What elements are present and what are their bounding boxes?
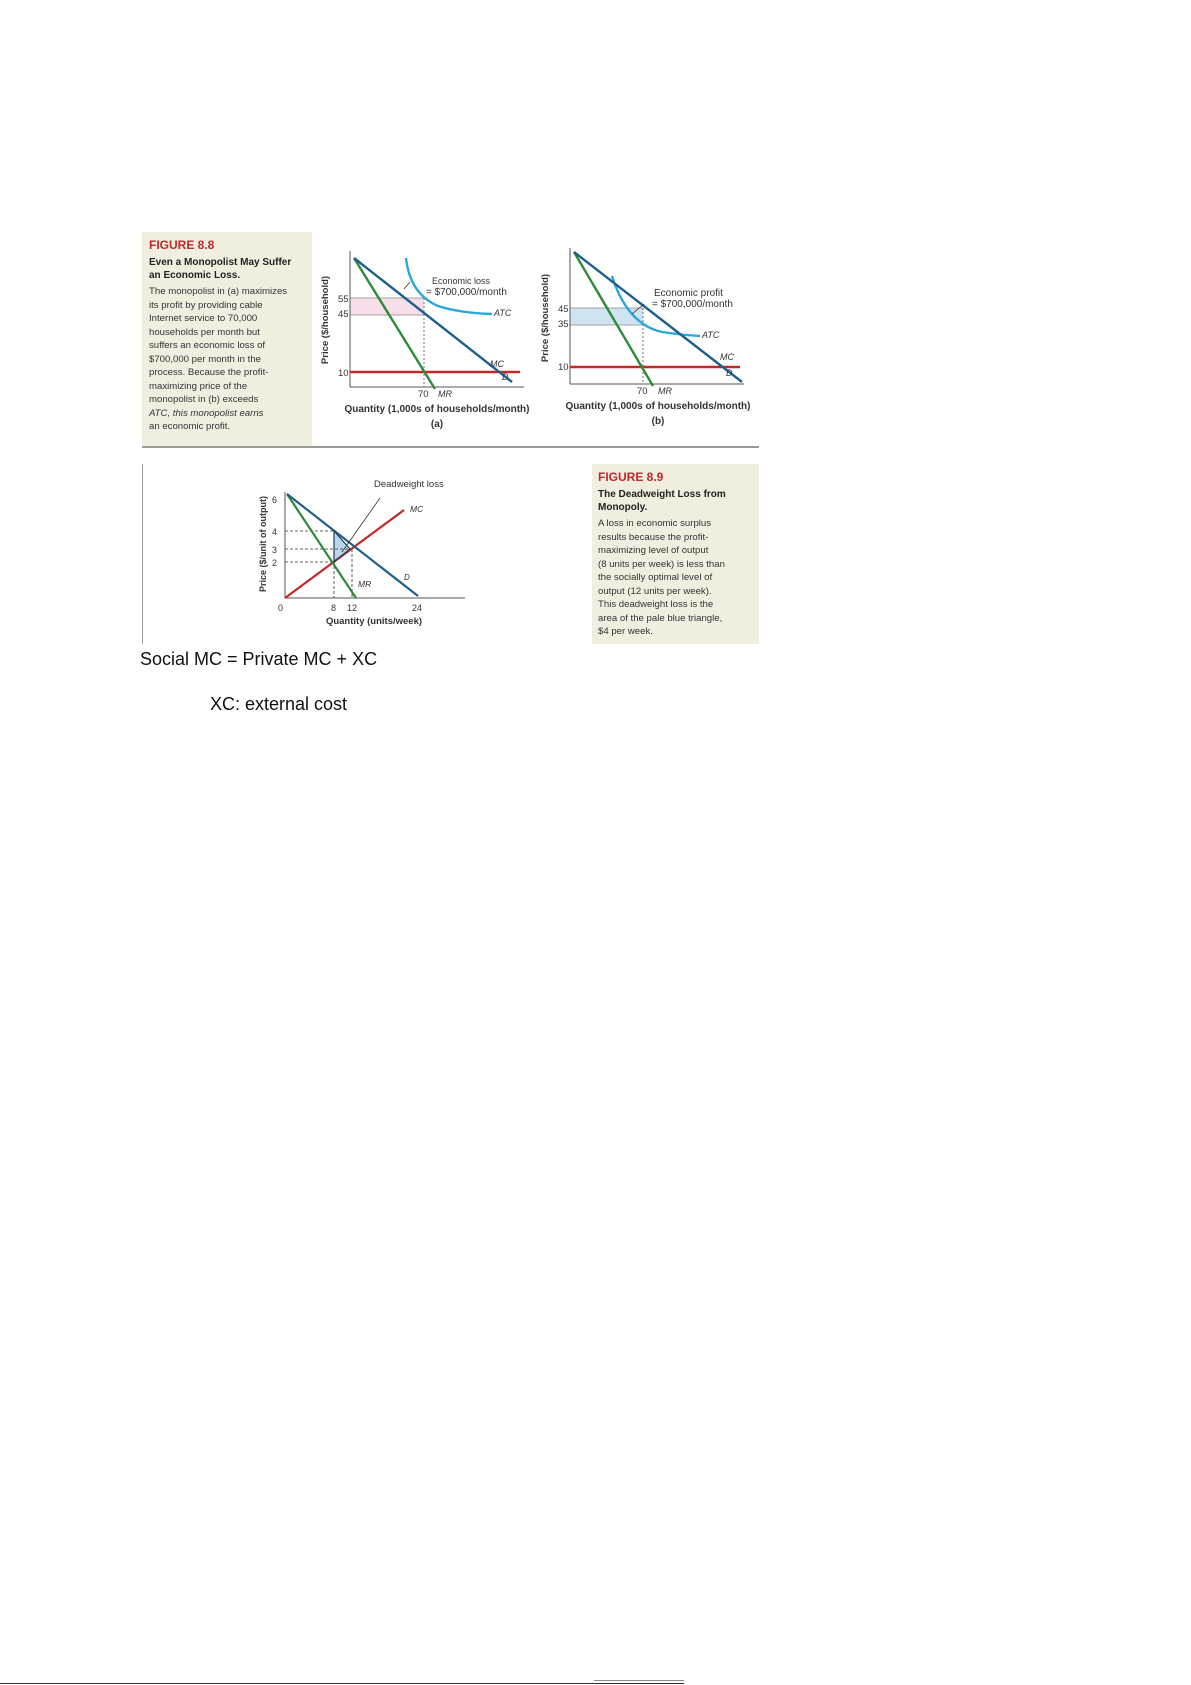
x-tick-label: 70	[637, 386, 648, 397]
x-tick-label: 12	[347, 603, 358, 613]
x-tick-label: 24	[412, 603, 423, 613]
caption-line: (8 units per week) is less than	[598, 558, 725, 570]
caption-line: households per month but	[149, 326, 260, 338]
y-tick-label: 10	[558, 362, 569, 373]
caption-line: process. Because the profit-	[149, 367, 269, 378]
economic-profit-area	[570, 308, 643, 325]
figure-number: FIGURE 8.8	[149, 238, 215, 252]
mc-label: MC	[490, 359, 504, 369]
caption-line: results because the profit-	[598, 531, 709, 543]
caption-line: This deadweight loss is the	[598, 599, 714, 610]
figure-title-line: The Deadweight Loss from	[598, 489, 726, 500]
caption-line: the socially optimal level of	[598, 572, 713, 583]
x-axis-title: Quantity (1,000s of households/month)	[565, 401, 751, 412]
panel-a	[320, 251, 530, 430]
caption-line: output (12 units per week).	[598, 585, 712, 597]
panel-label: (a)	[430, 419, 444, 430]
page-bottom-rule	[0, 1683, 684, 1684]
x-tick-label: 70	[418, 389, 429, 400]
caption-line: monopolist in (b) exceeds	[149, 394, 259, 405]
atc-label: ATC	[702, 330, 720, 340]
d-label: D	[726, 368, 733, 378]
annotation-pointer	[404, 282, 410, 289]
annotation-text: Economic loss	[432, 276, 491, 286]
y-tick-label: 6	[272, 495, 278, 505]
caption-line: ATC, this monopolist earns	[149, 407, 264, 419]
figure-8-8-graphs	[142, 232, 759, 448]
mr-label: MR	[438, 389, 452, 399]
caption-line: $4 per week.	[598, 626, 653, 637]
figure-8-8	[142, 232, 759, 448]
mr-label: MR	[358, 579, 372, 589]
x-tick-label: 8	[331, 603, 337, 613]
caption-line: The monopolist in (a) maximizes	[149, 286, 288, 297]
figure-title-line: Even a Monopolist May Suffer	[149, 257, 292, 268]
annotation-pointer	[342, 498, 380, 552]
caption-line: suffers an economic loss of	[149, 340, 266, 351]
annotation-text: Economic profit	[654, 288, 723, 299]
social-mc-formula: Social MC = Private MC + XC	[140, 649, 378, 669]
page-bottom-rule-accent	[594, 1680, 684, 1681]
y-tick-label: 55	[338, 294, 349, 305]
mc-label: MC	[410, 504, 424, 514]
caption-line: $700,000 per month in the	[149, 353, 262, 365]
y-tick-label: 10	[338, 368, 349, 379]
figure-8-9	[142, 464, 759, 644]
divider	[142, 446, 759, 448]
figure-caption	[598, 517, 725, 639]
y-tick-label: 45	[338, 309, 349, 320]
panel-label: (b)	[651, 416, 665, 427]
y-axis-title: Price ($/household)	[540, 273, 551, 363]
caption-line: A loss in economic surplus	[598, 518, 712, 529]
external-cost-definition: XC: external cost	[210, 694, 348, 714]
x-axis-title: Quantity (1,000s of households/month)	[344, 404, 530, 415]
figure-title-line: an Economic Loss.	[149, 270, 241, 281]
y-axis-title: Price ($/household)	[320, 275, 331, 365]
atc-label: ATC	[494, 308, 512, 318]
annotation-text: = $700,000/month	[652, 299, 733, 310]
annotation-text: Deadweight loss	[374, 479, 444, 490]
mr-label: MR	[658, 386, 672, 396]
x-tick-label: 0	[278, 603, 284, 613]
d-label: D	[502, 372, 509, 382]
y-tick-label: 35	[558, 319, 569, 330]
panel-b	[540, 248, 751, 427]
caption-line: Internet service to 70,000	[149, 313, 258, 324]
figure-8-9-caption-panel	[592, 464, 759, 644]
figure-title	[598, 488, 726, 514]
y-axis-title: Price ($/unit of output)	[258, 496, 268, 592]
y-tick-label: 2	[272, 558, 278, 568]
d-label: D	[404, 573, 410, 582]
x-axis-title: Quantity (units/week)	[325, 616, 423, 627]
mr-curve	[354, 258, 435, 389]
figure-number: FIGURE 8.9	[598, 470, 664, 484]
annotation-text: = $700,000/month	[426, 287, 507, 298]
y-tick-label: 4	[272, 527, 278, 537]
caption-line: its profit by providing cable	[149, 299, 263, 311]
y-tick-label: 45	[558, 304, 569, 315]
caption-line: maximizing level of output	[598, 545, 709, 556]
caption-line: an economic profit.	[149, 421, 231, 432]
mc-label: MC	[720, 352, 734, 362]
figure-8-9-graph	[142, 464, 592, 644]
caption-line: area of the pale blue triangle,	[598, 612, 723, 624]
caption-line: maximizing price of the	[149, 380, 248, 392]
figure-title-line: Monopoly.	[598, 502, 648, 513]
y-tick-label: 3	[272, 545, 278, 555]
